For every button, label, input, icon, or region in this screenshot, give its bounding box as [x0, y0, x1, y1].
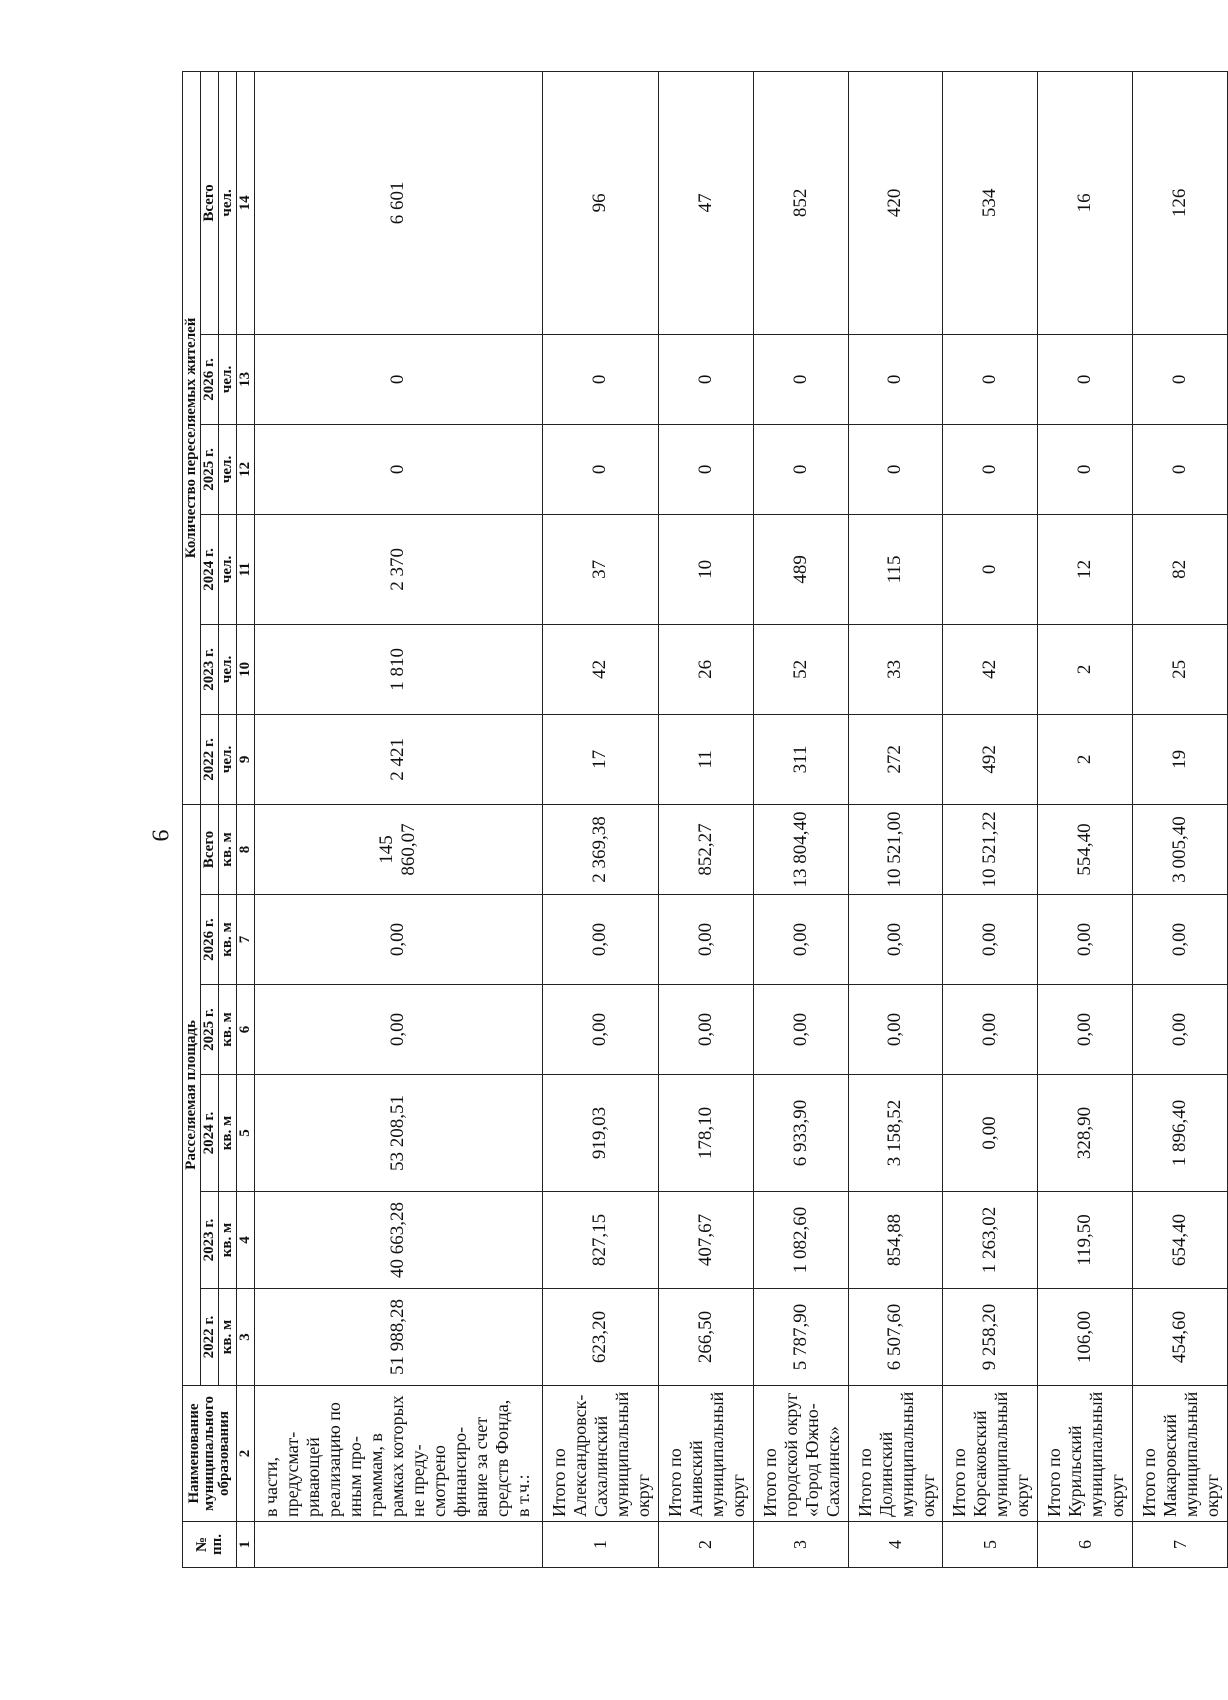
header-unit-area: кв. м	[219, 1075, 237, 1192]
row-value: 2 421	[255, 714, 543, 804]
header-col-number: 1	[237, 1522, 255, 1568]
row-index	[255, 1522, 543, 1568]
row-name: Итого по Александровск-Сахалинский муниципальный округ	[542, 1386, 658, 1522]
row-value: 2	[1038, 624, 1133, 714]
row-value: 126	[1133, 71, 1228, 334]
header-col-number: 12	[237, 424, 255, 514]
row-value: 42	[943, 624, 1038, 714]
row-value: 6 507,60	[848, 1289, 943, 1386]
row-value: 106,00	[1038, 1289, 1133, 1386]
table-row	[753, 71, 848, 1567]
table-row	[658, 71, 753, 1567]
header-people-year: 2023 г.	[201, 624, 219, 714]
header-unit-area: кв. м	[219, 985, 237, 1075]
row-value: 12	[1038, 514, 1133, 624]
row-value: 272	[848, 714, 943, 804]
header-group-people: Количество переселяемых жителей	[183, 71, 201, 804]
row-value: 6 601	[255, 71, 543, 334]
row-value: 0,00	[753, 895, 848, 985]
table-body	[255, 71, 1228, 1567]
row-name: Итого по Анивский муниципальный округ	[658, 1386, 753, 1522]
header-area-year: 2026 г.	[201, 895, 219, 985]
row-value: 407,67	[658, 1192, 753, 1289]
row-index: 6	[1038, 1522, 1133, 1568]
row-value: 0,00	[848, 895, 943, 985]
row-value: 1 896,40	[1133, 1075, 1228, 1192]
table-row	[1133, 71, 1228, 1567]
row-value: 10 521,00	[848, 804, 943, 894]
row-value: 0	[255, 334, 543, 424]
row-value: 25	[1133, 624, 1228, 714]
row-value: 854,88	[848, 1192, 943, 1289]
row-index: 2	[658, 1522, 753, 1568]
row-index: 5	[943, 1522, 1038, 1568]
row-value: 852	[753, 71, 848, 334]
rotated-table-wrapper	[182, 72, 1228, 1568]
table-row	[1038, 71, 1133, 1567]
row-value: 0	[542, 334, 658, 424]
row-value: 0,00	[542, 895, 658, 985]
row-value: 420	[848, 71, 943, 334]
header-unit-row	[219, 71, 237, 1567]
row-index: 1	[542, 1522, 658, 1568]
row-value: 115	[848, 514, 943, 624]
row-value: 492	[943, 714, 1038, 804]
row-value: 328,90	[1038, 1075, 1133, 1192]
header-unit-area: кв. м	[219, 895, 237, 985]
row-name: Итого по Корсаковский муниципальный округ	[943, 1386, 1038, 1522]
row-value: 2	[1038, 714, 1133, 804]
row-value: 0,00	[943, 895, 1038, 985]
header-area-year: 2025 г.	[201, 985, 219, 1075]
header-col-number: 3	[237, 1289, 255, 1386]
header-unit-people: чел.	[219, 71, 237, 334]
row-value: 0	[753, 424, 848, 514]
header-people-year: 2025 г.	[201, 424, 219, 514]
row-value: 53 208,51	[255, 1075, 543, 1192]
row-value: 0	[658, 424, 753, 514]
header-name: Наименование муниципального образования	[183, 1386, 237, 1522]
row-value: 0,00	[658, 895, 753, 985]
header-area-year: 2023 г.	[201, 1192, 219, 1289]
header-area-year: Всего	[201, 804, 219, 894]
header-num: № пп.	[183, 1522, 237, 1568]
row-value: 19	[1133, 714, 1228, 804]
row-value: 0,00	[943, 985, 1038, 1075]
row-value: 1 082,60	[753, 1192, 848, 1289]
header-year-row	[201, 71, 219, 1567]
header-unit-people: чел.	[219, 514, 237, 624]
header-colnum-row	[237, 71, 255, 1567]
row-value: 554,40	[1038, 804, 1133, 894]
table-row	[255, 71, 543, 1567]
row-value: 534	[943, 71, 1038, 334]
row-value: 51 988,28	[255, 1289, 543, 1386]
row-index: 3	[753, 1522, 848, 1568]
row-value: 13 804,40	[753, 804, 848, 894]
header-col-number: 10	[237, 624, 255, 714]
row-value: 1 263,02	[943, 1192, 1038, 1289]
row-value: 0,00	[848, 985, 943, 1075]
row-name: Итого по Курильский муниципальный округ	[1038, 1386, 1133, 1522]
row-value: 852,27	[658, 804, 753, 894]
row-value: 82	[1133, 514, 1228, 624]
header-col-number: 7	[237, 895, 255, 985]
row-value: 5 787,90	[753, 1289, 848, 1386]
row-value: 9 258,20	[943, 1289, 1038, 1386]
row-value: 16	[1038, 71, 1133, 334]
header-people-year: 2024 г.	[201, 514, 219, 624]
row-value: 11	[658, 714, 753, 804]
header-unit-people: чел.	[219, 624, 237, 714]
row-value: 0	[1038, 424, 1133, 514]
row-value: 0,00	[542, 985, 658, 1075]
header-unit-area: кв. м	[219, 1192, 237, 1289]
row-value: 0	[658, 334, 753, 424]
header-col-number: 14	[237, 71, 255, 334]
row-value: 40 663,28	[255, 1192, 543, 1289]
header-col-number: 6	[237, 985, 255, 1075]
row-value: 6 933,90	[753, 1075, 848, 1192]
header-unit-people: чел.	[219, 714, 237, 804]
row-value: 0,00	[1038, 895, 1133, 985]
header-col-number: 9	[237, 714, 255, 804]
row-value: 10 521,22	[943, 804, 1038, 894]
row-value: 2 369,38	[542, 804, 658, 894]
header-col-number: 4	[237, 1192, 255, 1289]
row-value: 10	[658, 514, 753, 624]
row-index: 7	[1133, 1522, 1228, 1568]
row-value: 311	[753, 714, 848, 804]
header-col-number: 13	[237, 334, 255, 424]
row-value: 266,50	[658, 1289, 753, 1386]
row-name: Итого по городской округ «Город Южно-Сахалинск»	[753, 1386, 848, 1522]
row-value: 0,00	[753, 985, 848, 1075]
header-group-area: Расселяемая площадь	[183, 804, 201, 1385]
header-area-year: 2024 г.	[201, 1075, 219, 1192]
row-value: 33	[848, 624, 943, 714]
header-area-year: 2022 г.	[201, 1289, 219, 1386]
row-value: 0	[943, 334, 1038, 424]
row-value: 654,40	[1133, 1192, 1228, 1289]
header-people-year: 2026 г.	[201, 334, 219, 424]
header-col-number: 2	[237, 1386, 255, 1522]
row-value: 0	[1133, 334, 1228, 424]
resettlement-table	[182, 71, 1228, 1568]
row-value: 919,03	[542, 1075, 658, 1192]
row-value: 3 005,40	[1133, 804, 1228, 894]
row-name: Итого по Долинский муниципальный округ	[848, 1386, 943, 1522]
header-people-year: Всего	[201, 71, 219, 334]
row-value: 2 370	[255, 514, 543, 624]
row-value: 0	[753, 334, 848, 424]
row-value: 119,50	[1038, 1192, 1133, 1289]
header-people-year: 2022 г.	[201, 714, 219, 804]
row-value: 0,00	[255, 985, 543, 1075]
row-value: 0	[848, 424, 943, 514]
table-row	[943, 71, 1038, 1567]
row-value: 454,60	[1133, 1289, 1228, 1386]
header-unit-people: чел.	[219, 424, 237, 514]
row-value: 0	[255, 424, 543, 514]
row-value: 42	[542, 624, 658, 714]
row-value: 827,15	[542, 1192, 658, 1289]
row-value: 0	[1038, 334, 1133, 424]
row-value: 17	[542, 714, 658, 804]
row-name: в части, предусматривающей реализацию по иным программам, в рамках которых не предусмотрено финансирование за счет средств Фонда, в т.ч.:	[255, 1386, 543, 1522]
page-number: 9	[146, 829, 173, 842]
row-value: 26	[658, 624, 753, 714]
row-value: 0,00	[1133, 895, 1228, 985]
row-value: 96	[542, 71, 658, 334]
row-value: 37	[542, 514, 658, 624]
row-value: 178,10	[658, 1075, 753, 1192]
row-value: 0,00	[1133, 985, 1228, 1075]
header-col-number: 11	[237, 514, 255, 624]
table-row	[848, 71, 943, 1567]
row-value: 0	[1133, 424, 1228, 514]
header-unit-people: чел.	[219, 334, 237, 424]
row-value: 0,00	[1038, 985, 1133, 1075]
header-col-number: 8	[237, 804, 255, 894]
row-value: 623,20	[542, 1289, 658, 1386]
header-col-number: 5	[237, 1075, 255, 1192]
row-value: 145 860,07	[255, 804, 543, 894]
row-value: 0	[848, 334, 943, 424]
row-value: 0	[943, 514, 1038, 624]
row-value: 52	[753, 624, 848, 714]
row-value: 489	[753, 514, 848, 624]
row-value: 1 810	[255, 624, 543, 714]
row-name: Итого по Макаровский муниципальный округ	[1133, 1386, 1228, 1522]
row-value: 0,00	[658, 985, 753, 1075]
row-value: 47	[658, 71, 753, 334]
row-value: 0,00	[255, 895, 543, 985]
header-unit-area: кв. м	[219, 1289, 237, 1386]
table-row	[542, 71, 658, 1567]
row-value: 0,00	[943, 1075, 1038, 1192]
row-value: 0	[542, 424, 658, 514]
row-value: 0	[943, 424, 1038, 514]
header-unit-area: кв. м	[219, 804, 237, 894]
row-value: 3 158,52	[848, 1075, 943, 1192]
row-index: 4	[848, 1522, 943, 1568]
